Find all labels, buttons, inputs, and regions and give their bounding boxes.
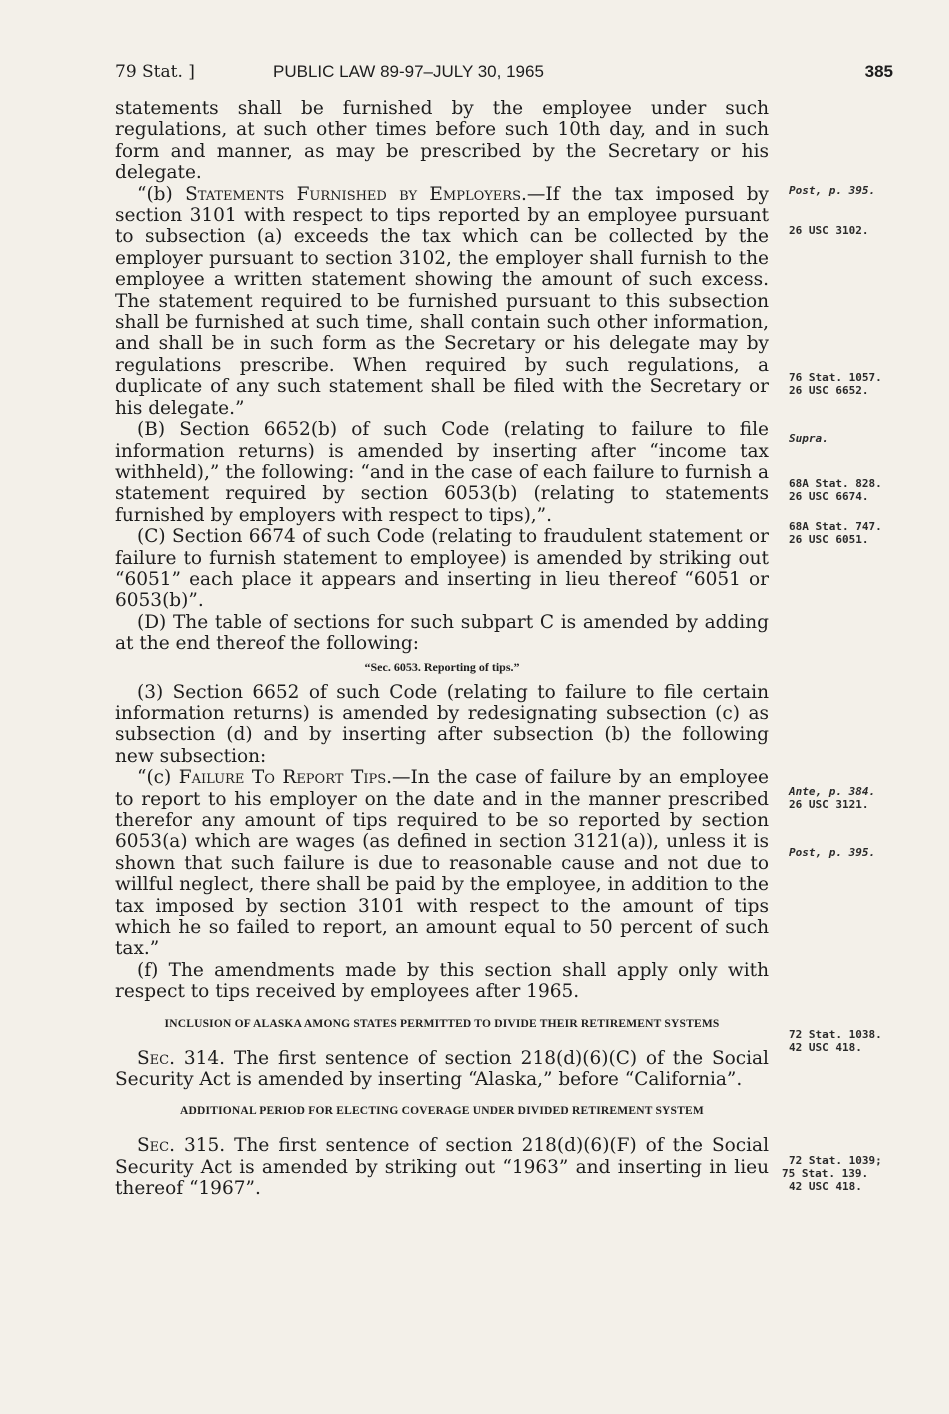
margin-note-text: 68A Stat. 828. bbox=[789, 477, 882, 490]
section-heading: ADDITIONAL PERIOD FOR ELECTING COVERAGE UNDER DIVIDED RETIREMENT SYSTEM bbox=[180, 1105, 704, 1118]
page-number: 385 bbox=[864, 62, 893, 81]
margin-note bbox=[782, 1154, 912, 1193]
paragraph-text: The first sentence of section 218(d)(6)(F) of the Social Security Act is amended by striking out “1963” and inserting in lieu thereof “1967”. bbox=[115, 1135, 769, 1200]
margin-note-text: 26 USC 3121. bbox=[789, 798, 869, 811]
margin-note-text: Post, p. 395. bbox=[789, 184, 876, 197]
page-header bbox=[115, 62, 893, 90]
subsection-heading: Failure To Report Tips bbox=[178, 767, 387, 789]
margin-note bbox=[789, 785, 919, 811]
margin-note bbox=[789, 432, 919, 445]
paragraph: (D) The table of sections for such subpart C is amended by adding at the end thereof the following: bbox=[115, 611, 769, 655]
header-title: PUBLIC LAW 89-97–JULY 30, 1965 bbox=[273, 62, 544, 81]
margin-note bbox=[789, 520, 919, 546]
paragraph bbox=[115, 1048, 769, 1091]
margin-note-text: 26 USC 6051. bbox=[789, 533, 869, 546]
paragraph: (B) Section 6652(b) of such Code (relating to failure to file information returns) is amended by inserting after “income tax withheld),” the following: “and in the case of each failure to furnish a statement required by section 6053(b) (relating to statements furnished by employers with respect to tips),”. bbox=[115, 419, 769, 526]
margin-note bbox=[789, 1028, 919, 1054]
paragraph: statements shall be furnished by the employee under such regulations, at such other times before such 10th day, and in such form and manner, as may be prescribed by the Secretary or his delegate. bbox=[115, 98, 769, 184]
quoted-table-entry: “Sec. 6053. Reporting of tips.” bbox=[364, 659, 520, 674]
margin-note-text: 75 Stat. 139. bbox=[782, 1167, 869, 1180]
section-heading: INCLUSION OF ALASKA AMONG STATES PERMITTED TO DIVIDE THEIR RETIREMENT SYSTEMS bbox=[164, 1017, 720, 1030]
main-text bbox=[115, 98, 769, 1200]
paragraph-text: .—In the case of failure by an employee to report to his employer on the date and in the manner prescribed therefor any amount of tips required to be so reported by section 6053(a) which are wages (as defined in section 3121(a)), unless it is shown that such failure is due to reasonable cause and not due to willful neglect, there shall be paid by the employee, in addition to the tax imposed by section 3101 with respect to the amount of tips which he so failed to report, an amount equal to 50 percent of such tax.” bbox=[115, 767, 769, 960]
margin-note-text: 68A Stat. 747. bbox=[789, 520, 882, 533]
statute-volume: 79 Stat. ] bbox=[115, 62, 195, 82]
margin-note bbox=[789, 224, 919, 237]
margin-note-text: 26 USC 3102. bbox=[789, 224, 869, 237]
section-number: Sec. 314. bbox=[137, 1047, 226, 1069]
margin-note bbox=[789, 184, 919, 197]
subsection-marker: “(b) bbox=[137, 183, 186, 205]
margin-note-text: 42 USC 418. bbox=[789, 1041, 862, 1054]
margin-note bbox=[789, 477, 919, 503]
margin-note-text: 72 Stat. 1038. bbox=[789, 1028, 882, 1041]
margin-note-text: 26 USC 6674. bbox=[789, 490, 869, 503]
margin-note bbox=[789, 846, 919, 859]
margin-note-text: 26 USC 6652. bbox=[789, 384, 869, 397]
paragraph bbox=[115, 767, 769, 960]
paragraph bbox=[115, 184, 769, 419]
paragraph-text: The first sentence of section 218(d)(6)(C) of the Social Security Act is amended by inserting “Alaska,” before “California”. bbox=[115, 1047, 769, 1091]
margin-note-text: 42 USC 418. bbox=[789, 1180, 862, 1193]
margin-note-text: Supra. bbox=[789, 432, 829, 445]
margin-note-text: 76 Stat. 1057. bbox=[789, 371, 882, 384]
margin-note-text: Post, p. 395. bbox=[789, 846, 876, 859]
subsection-marker: “(c) bbox=[137, 767, 179, 789]
margin-note bbox=[789, 371, 919, 397]
paragraph: (3) Section 6652 of such Code (relating to failure to file certain information returns) is amended by redesignating subsection (c) as subsection (d) and by inserting after subsection (b) the following new subsection: bbox=[115, 681, 769, 767]
paragraph-text: .—If the tax imposed by section 3101 with respect to tips reported by an employee pursuant to subsection (a) exceeds the tax which can be collected by the employer pursuant to section 3102, the employer shall furnish to the employee a written statement showing the amount of such excess. The statement required to be furnished pursuant to this subsection shall be furnished at such time, shall contain such other information, and shall be in such form as the Secretary or his delegate may by regulations prescribe. When required by such regulations, a duplicate of any such statement shall be filed with the Secretary or his delegate.” bbox=[115, 183, 769, 419]
paragraph: (C) Section 6674 of such Code (relating to fraudulent statement or failure to furnish statement to employee) is amended by striking out “6051” each place it appears and inserting in lieu thereof “6051 or 6053(b)”. bbox=[115, 526, 769, 612]
margin-note-text: Ante, p. 384. bbox=[789, 785, 876, 798]
margin-note-text: 72 Stat. 1039; bbox=[789, 1154, 882, 1167]
section-number: Sec. 315. bbox=[137, 1135, 226, 1157]
subsection-heading: Statements Furnished by Employers bbox=[185, 183, 521, 205]
paragraph bbox=[115, 1135, 769, 1199]
paragraph: (f) The amendments made by this section shall apply only with respect to tips received by employees after 1965. bbox=[115, 959, 769, 1003]
